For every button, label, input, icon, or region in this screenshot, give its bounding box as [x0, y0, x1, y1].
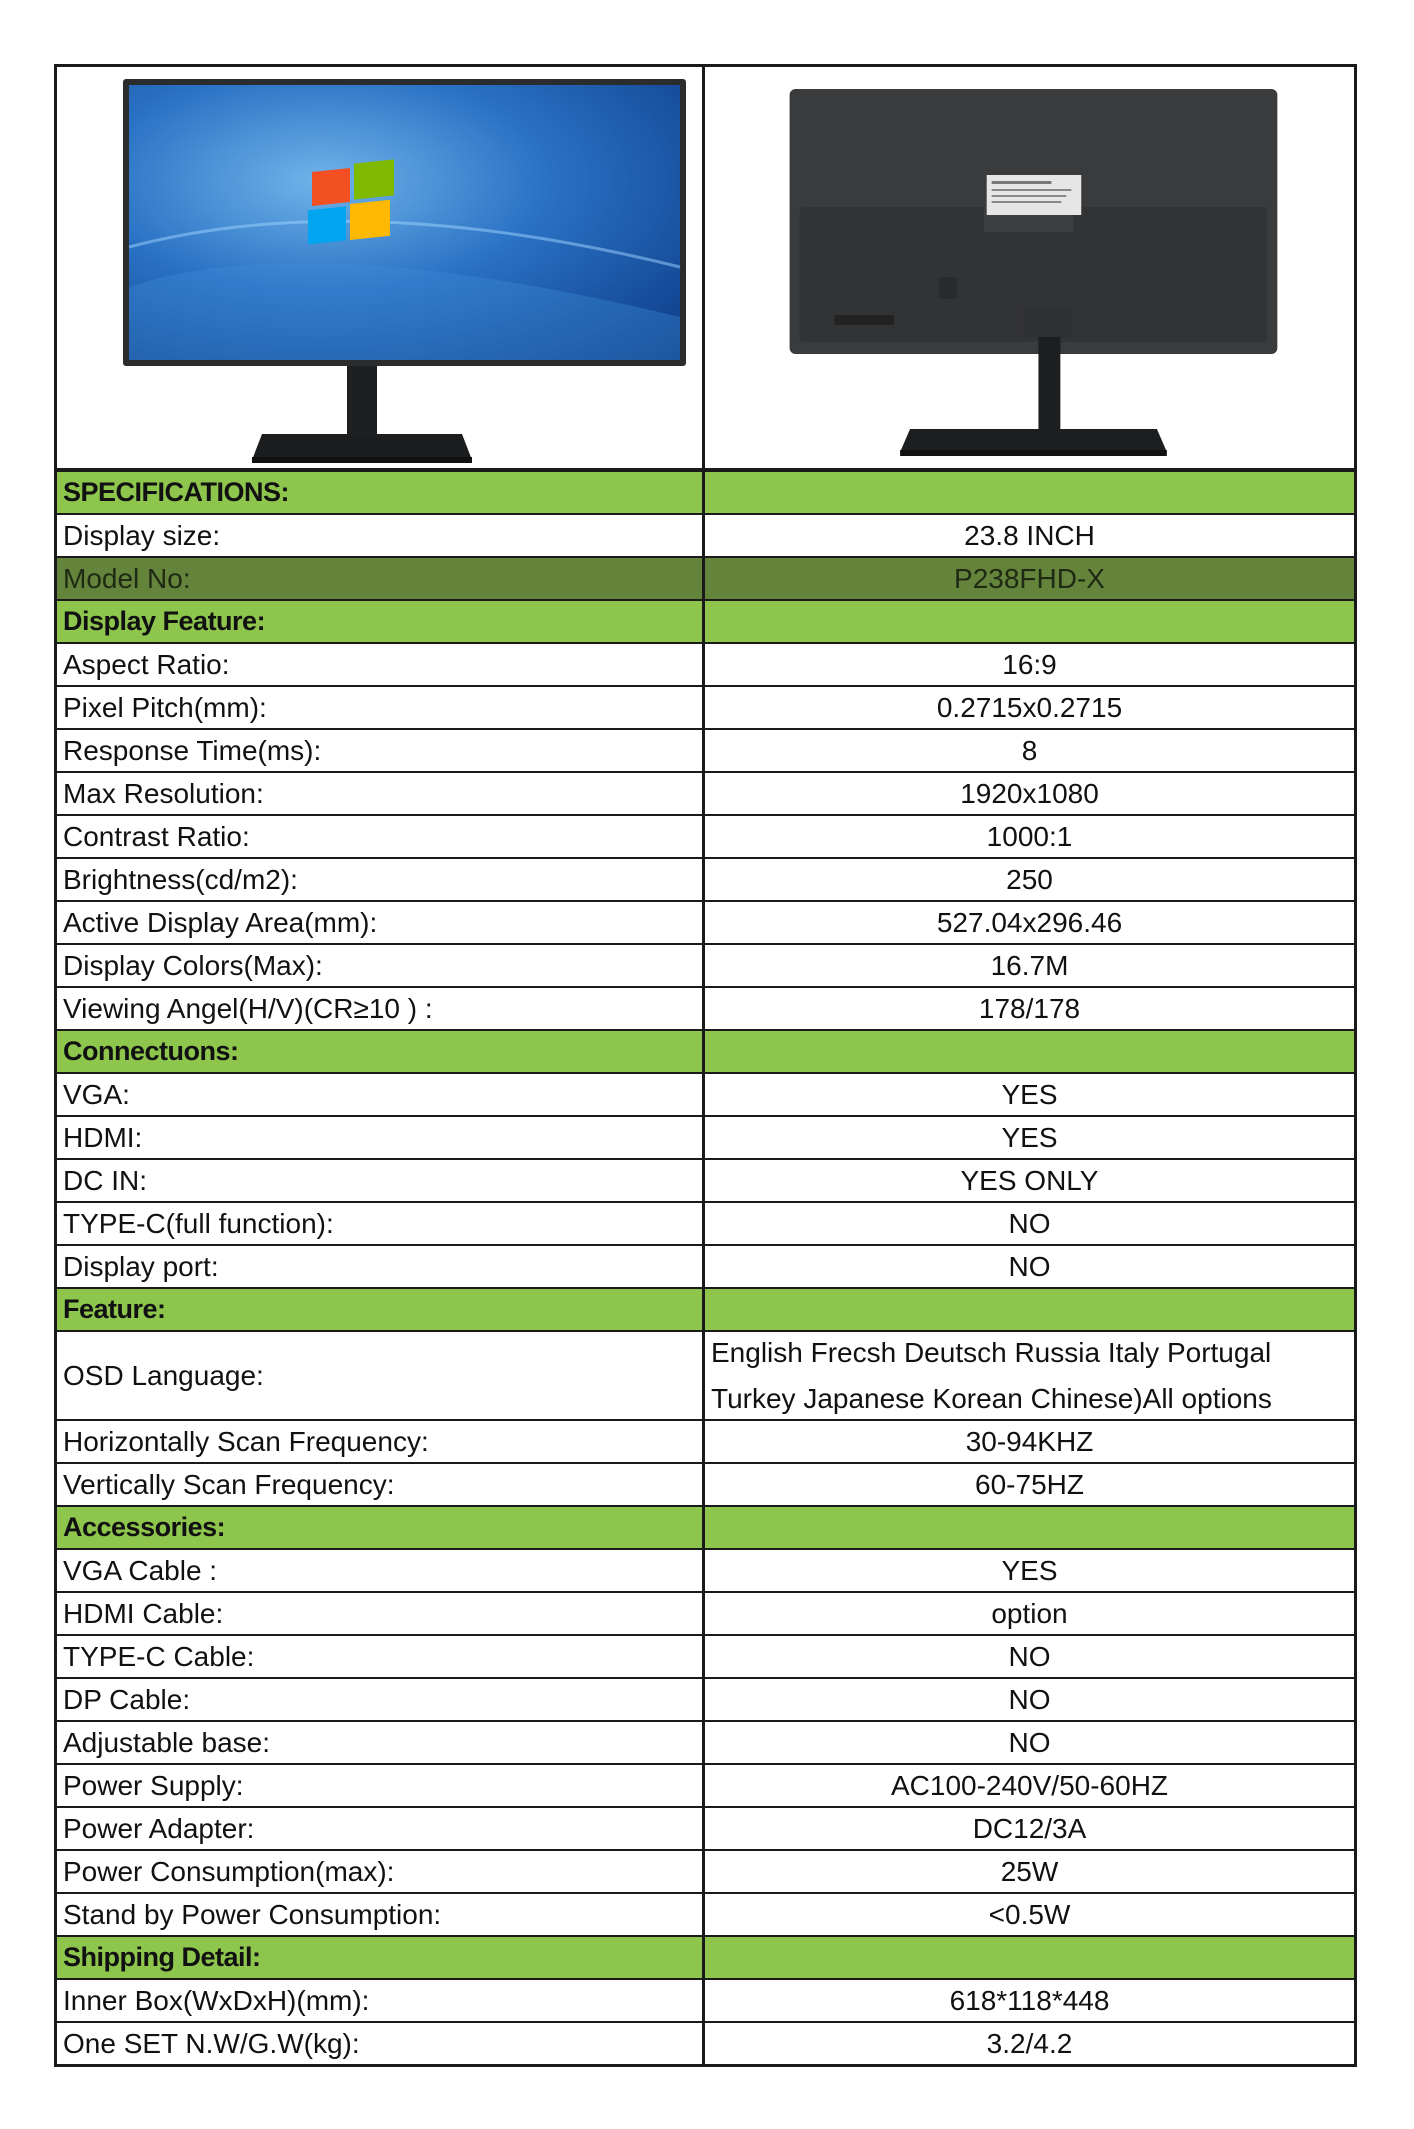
section-header-row — [57, 470, 1354, 513]
spec-row — [57, 642, 1354, 685]
spec-row — [57, 1806, 1354, 1849]
spec-value: 178/178 — [978, 992, 1081, 1024]
spec-label: Inner Box(WxDxH)(mm): — [57, 1980, 705, 2021]
spec-label: Aspect Ratio: — [57, 644, 705, 685]
spec-table — [57, 470, 1354, 2064]
spec-value: P238FHD-X — [954, 562, 1105, 594]
spec-label: Power Consumption(max): — [57, 1851, 705, 1892]
spec-row — [57, 1892, 1354, 1935]
spec-label: VGA Cable : — [57, 1550, 705, 1591]
spec-row — [57, 2021, 1354, 2064]
spec-value: NO — [1008, 1726, 1051, 1758]
spec-value: <0.5W — [988, 1898, 1071, 1930]
spec-value: DC12/3A — [972, 1812, 1087, 1844]
section-title: Accessories: — [57, 1507, 705, 1548]
spec-row — [57, 1849, 1354, 1892]
spec-row — [57, 1634, 1354, 1677]
section-header-row — [57, 599, 1354, 642]
spec-row — [57, 814, 1354, 857]
spec-label: Power Supply: — [57, 1765, 705, 1806]
section-empty-cell — [705, 1031, 1354, 1072]
spec-value: option — [991, 1597, 1068, 1629]
spec-value: 3.2/4.2 — [986, 2027, 1073, 2059]
product-images-row — [57, 67, 1354, 470]
spec-label: OSD Language: — [57, 1332, 705, 1419]
spec-value: YES ONLY — [960, 1164, 1099, 1196]
spec-value-line: Turkey Japanese Korean Chinese)All options — [711, 1382, 1272, 1414]
spec-value: 618*118*448 — [949, 1984, 1110, 2016]
spec-value: 0.2715x0.2715 — [936, 691, 1123, 723]
spec-sheet — [54, 64, 1357, 2067]
section-title: Feature: — [57, 1289, 705, 1330]
spec-value: 30-94KHZ — [965, 1425, 1094, 1457]
spec-row — [57, 943, 1354, 986]
spec-value: NO — [1008, 1683, 1051, 1715]
spec-value: YES — [1001, 1078, 1058, 1110]
spec-label: Contrast Ratio: — [57, 816, 705, 857]
spec-row — [57, 1115, 1354, 1158]
spec-row — [57, 1330, 1354, 1419]
section-title: SPECIFICATIONS: — [57, 472, 705, 513]
spec-row — [57, 1201, 1354, 1244]
section-empty-cell — [705, 1289, 1354, 1330]
spec-row — [57, 513, 1354, 556]
spec-row — [57, 556, 1354, 599]
spec-value: 8 — [1021, 734, 1038, 766]
spec-row — [57, 1720, 1354, 1763]
spec-label: One SET N.W/G.W(kg): — [57, 2023, 705, 2064]
spec-value: 1920x1080 — [960, 777, 1099, 809]
spec-row — [57, 771, 1354, 814]
spec-label: DC IN: — [57, 1160, 705, 1201]
section-header-row — [57, 1935, 1354, 1978]
spec-value: AC100-240V/50-60HZ — [890, 1769, 1169, 1801]
spec-label: Model No: — [57, 558, 705, 599]
spec-value: 527.04x296.46 — [936, 906, 1123, 938]
section-empty-cell — [705, 472, 1354, 513]
section-empty-cell — [705, 1507, 1354, 1548]
spec-label: Display size: — [57, 515, 705, 556]
spec-label: Horizontally Scan Frequency: — [57, 1421, 705, 1462]
spec-label: Stand by Power Consumption: — [57, 1894, 705, 1935]
monitor-front-image — [57, 67, 705, 468]
spec-value: 16.7M — [990, 949, 1069, 981]
spec-row — [57, 1763, 1354, 1806]
spec-value: 25W — [1000, 1855, 1059, 1887]
spec-value: 16:9 — [1002, 648, 1057, 680]
spec-label: Viewing Angel(H/V)(CR≥10 ) : — [57, 988, 705, 1029]
spec-row — [57, 1419, 1354, 1462]
spec-label: HDMI Cable: — [57, 1593, 705, 1634]
spec-row — [57, 1462, 1354, 1505]
monitor-back-image — [705, 67, 1354, 468]
spec-row — [57, 857, 1354, 900]
spec-row — [57, 1677, 1354, 1720]
spec-label: TYPE-C Cable: — [57, 1636, 705, 1677]
spec-label: Display Colors(Max): — [57, 945, 705, 986]
spec-label: Response Time(ms): — [57, 730, 705, 771]
spec-value-line: English Frecsh Deutsch Russia Italy Portugal — [711, 1336, 1272, 1368]
spec-label: Vertically Scan Frequency: — [57, 1464, 705, 1505]
spec-value: NO — [1008, 1250, 1051, 1282]
spec-row — [57, 1591, 1354, 1634]
spec-value — [705, 1332, 1354, 1419]
spec-row — [57, 900, 1354, 943]
section-header-row — [57, 1029, 1354, 1072]
spec-row — [57, 1978, 1354, 2021]
spec-label: Max Resolution: — [57, 773, 705, 814]
spec-row — [57, 685, 1354, 728]
spec-label: VGA: — [57, 1074, 705, 1115]
spec-value: YES — [1001, 1554, 1058, 1586]
spec-row — [57, 1158, 1354, 1201]
spec-row — [57, 1072, 1354, 1115]
section-empty-cell — [705, 1937, 1354, 1978]
spec-row — [57, 986, 1354, 1029]
spec-value: NO — [1008, 1207, 1051, 1239]
spec-value: 250 — [1006, 863, 1053, 895]
spec-label: Brightness(cd/m2): — [57, 859, 705, 900]
section-header-row — [57, 1505, 1354, 1548]
spec-value: 60-75HZ — [975, 1468, 1084, 1500]
spec-row — [57, 1548, 1354, 1591]
spec-row — [57, 728, 1354, 771]
spec-label: DP Cable: — [57, 1679, 705, 1720]
spec-label: Display port: — [57, 1246, 705, 1287]
spec-label: HDMI: — [57, 1117, 705, 1158]
spec-label: TYPE-C(full function): — [57, 1203, 705, 1244]
spec-row — [57, 1244, 1354, 1287]
section-header-row — [57, 1287, 1354, 1330]
spec-value: NO — [1008, 1640, 1051, 1672]
section-title: Shipping Detail: — [57, 1937, 705, 1978]
spec-label: Pixel Pitch(mm): — [57, 687, 705, 728]
spec-value: YES — [1001, 1121, 1058, 1153]
spec-label: Adjustable base: — [57, 1722, 705, 1763]
spec-label: Active Display Area(mm): — [57, 902, 705, 943]
spec-value: 23.8 INCH — [964, 519, 1095, 551]
section-title: Display Feature: — [57, 601, 705, 642]
section-empty-cell — [705, 601, 1354, 642]
section-title: Connectuons: — [57, 1031, 705, 1072]
spec-label: Power Adapter: — [57, 1808, 705, 1849]
spec-value: 1000:1 — [986, 820, 1073, 852]
